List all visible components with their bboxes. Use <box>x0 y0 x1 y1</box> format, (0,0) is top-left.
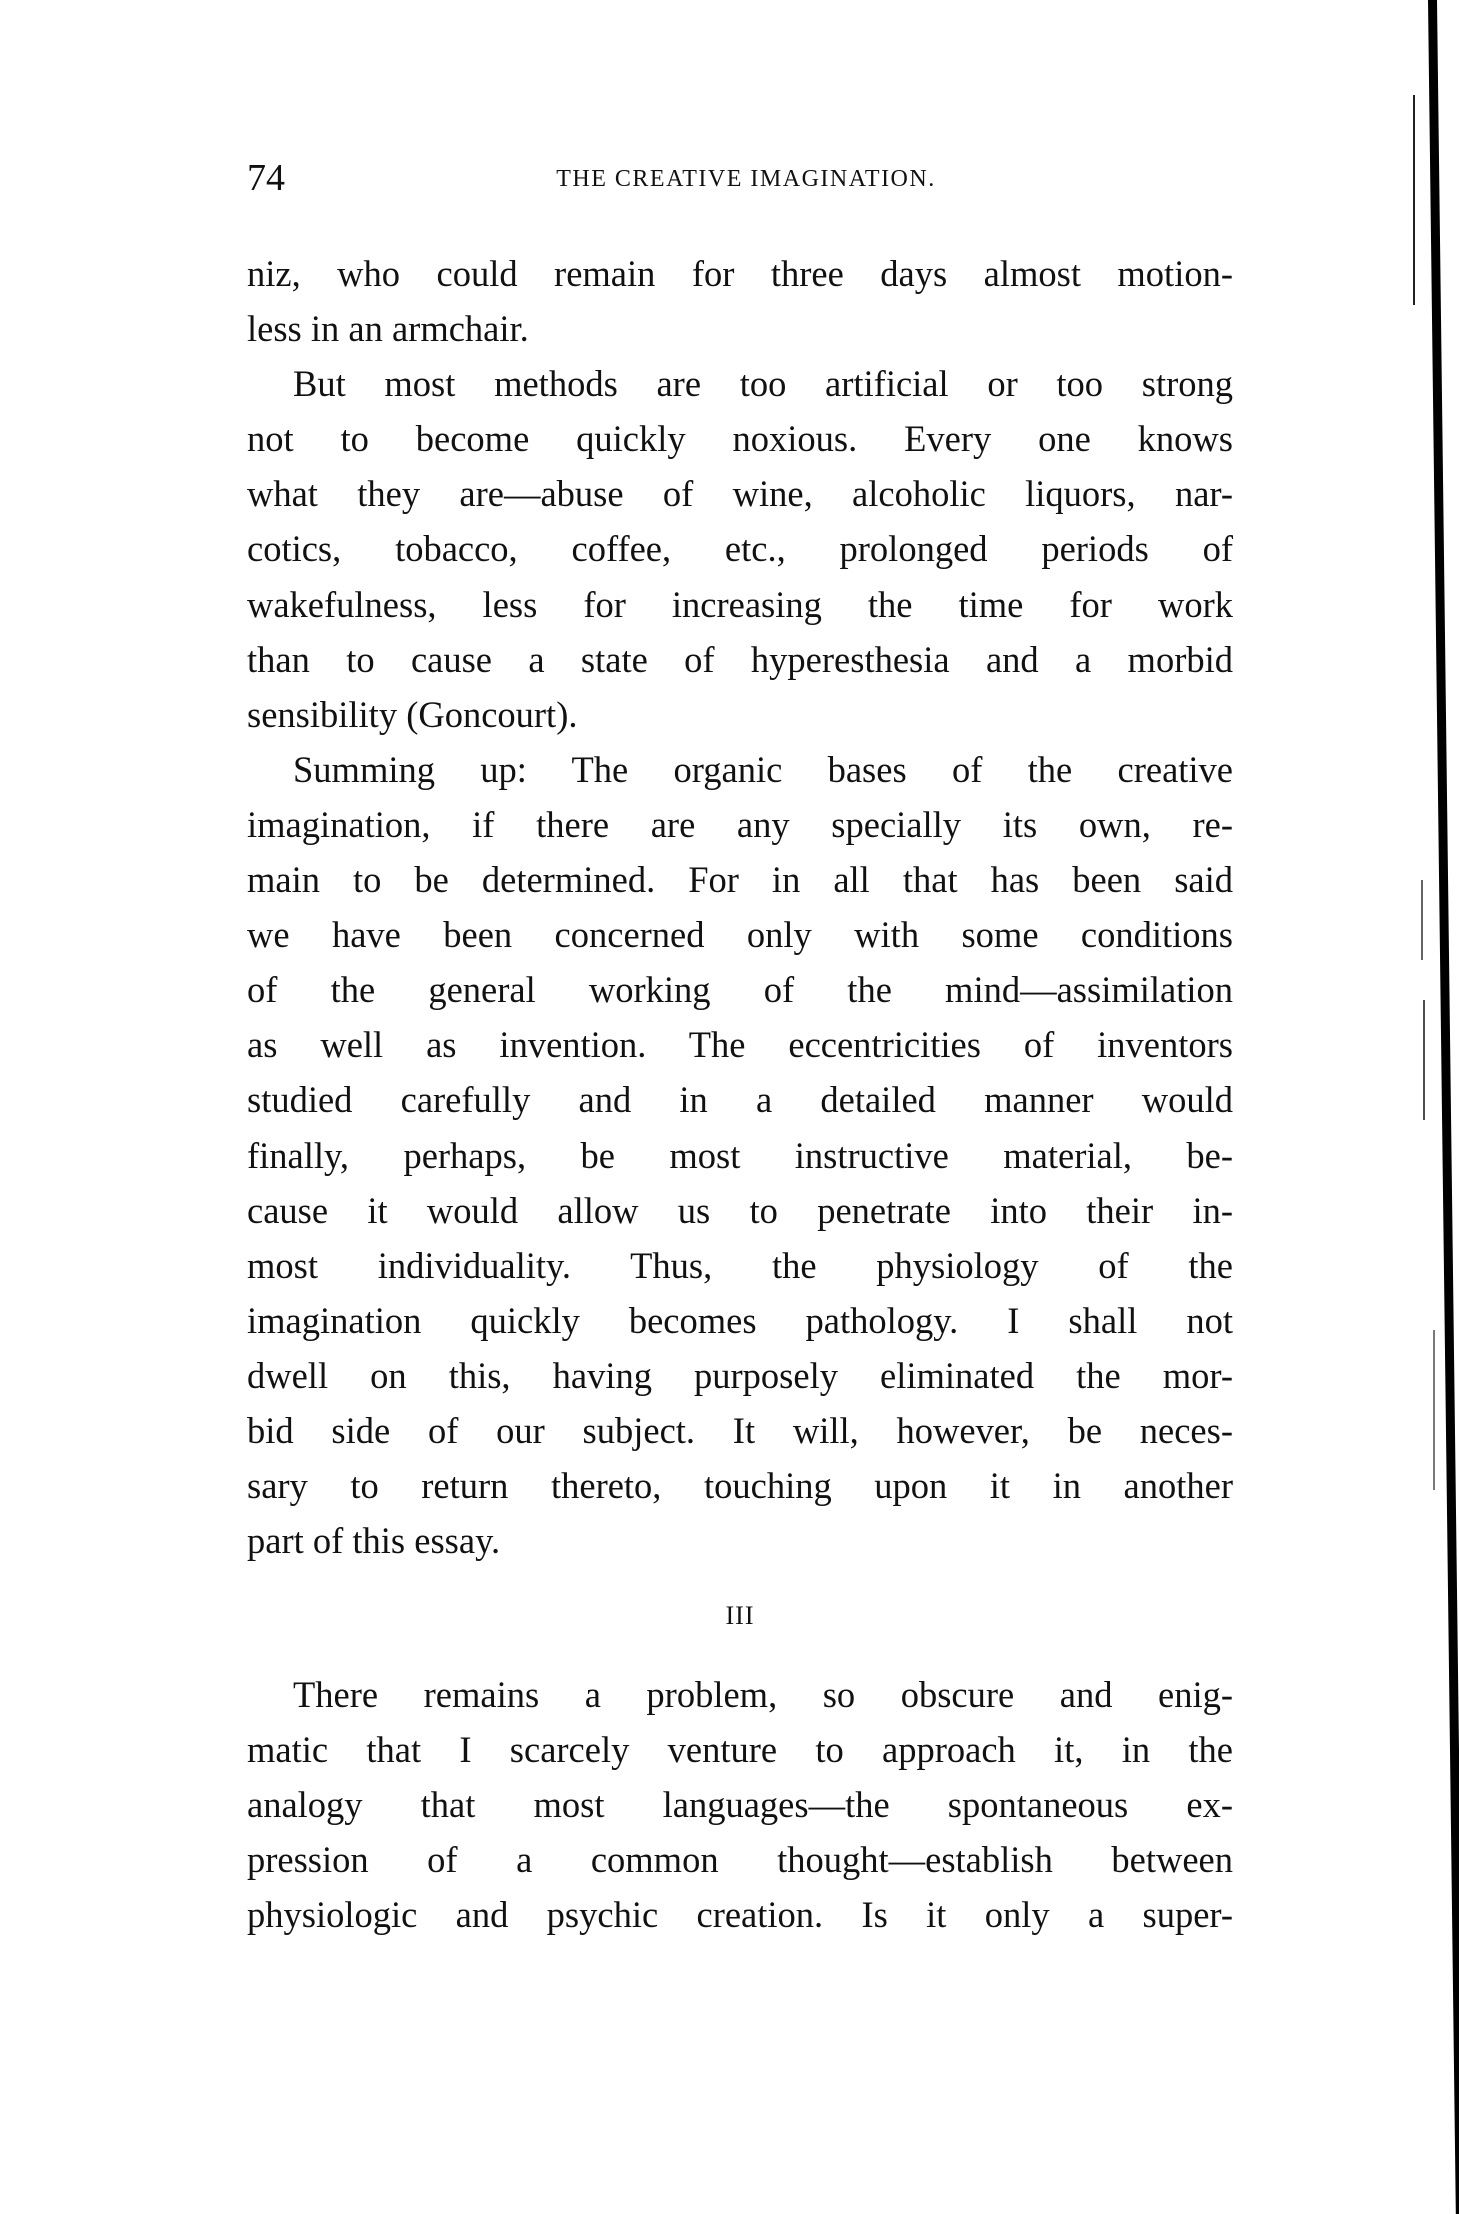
text-line: main to be determined. For in all that has been said <box>247 859 1233 901</box>
text-line: imagination, if there are any specially its own, re- <box>247 803 1233 845</box>
text-line: not to become quickly noxious. Every one knows <box>247 418 1233 460</box>
text-line: of the general working of the mind—assimilation <box>247 969 1233 1011</box>
text-line: most individuality. Thus, the physiology of the <box>247 1244 1233 1286</box>
page-number: 74 <box>247 157 285 199</box>
text-line: sary to return thereto, touching upon it in another <box>247 1465 1233 1507</box>
paragraph-first-line: Summing up: The organic bases of the creative <box>293 748 1233 790</box>
text-line: what they are—abuse of wine, alcoholic liquors, nar- <box>247 473 1233 515</box>
text-line: part of this essay. <box>247 1520 501 1562</box>
text-line: we have been concerned only with some conditions <box>247 914 1233 956</box>
text-line: less in an armchair. <box>247 308 529 350</box>
scan-artifact-line <box>1413 95 1415 305</box>
text-line: matic that I scarcely venture to approach it, in the <box>247 1729 1233 1771</box>
text-line: dwell on this, having purposely eliminated the mor- <box>247 1354 1233 1396</box>
text-line: cause it would allow us to penetrate into their in- <box>247 1189 1233 1231</box>
text-line: studied carefully and in a detailed manner would <box>247 1079 1233 1121</box>
body-text-before-section <box>247 246 1233 1568</box>
text-line: imagination quickly becomes pathology. I shall not <box>247 1299 1233 1341</box>
text-line: cotics, tobacco, coffee, etc., prolonged periods of <box>247 528 1233 570</box>
text-line: analogy that most languages—the spontaneous ex- <box>247 1784 1233 1826</box>
scan-artifact-line <box>1423 1000 1425 1120</box>
text-line: wakefulness, less for increasing the time for work <box>247 583 1233 625</box>
body-text-section-iii <box>247 1667 1233 1942</box>
paragraph-first-line: But most methods are too artificial or too strong <box>293 363 1233 405</box>
text-line: than to cause a state of hyperesthesia and a morbid <box>247 638 1233 680</box>
running-head <box>247 156 1233 200</box>
text-line: physiologic and psychic creation. Is it only a super- <box>247 1894 1233 1936</box>
section-heading: III <box>725 1601 755 1630</box>
text-line: as well as invention. The eccentricities of inventors <box>247 1024 1233 1066</box>
running-title: THE CREATIVE IMAGINATION. <box>556 166 936 192</box>
page-edge-shadow <box>1428 0 1459 2214</box>
text-line: bid side of our subject. It will, however, be neces- <box>247 1409 1233 1451</box>
text-line: sensibility (Goncourt). <box>247 693 578 735</box>
text-line: pression of a common thought—establish between <box>247 1839 1233 1881</box>
text-line: niz, who could remain for three days almost motion- <box>247 253 1233 294</box>
text-line: finally, perhaps, be most instructive material, be- <box>247 1134 1233 1176</box>
paragraph-first-line: There remains a problem, so obscure and enig- <box>293 1674 1233 1715</box>
scan-artifact-line <box>1421 880 1423 960</box>
scan-artifact-line <box>1433 1330 1435 1490</box>
